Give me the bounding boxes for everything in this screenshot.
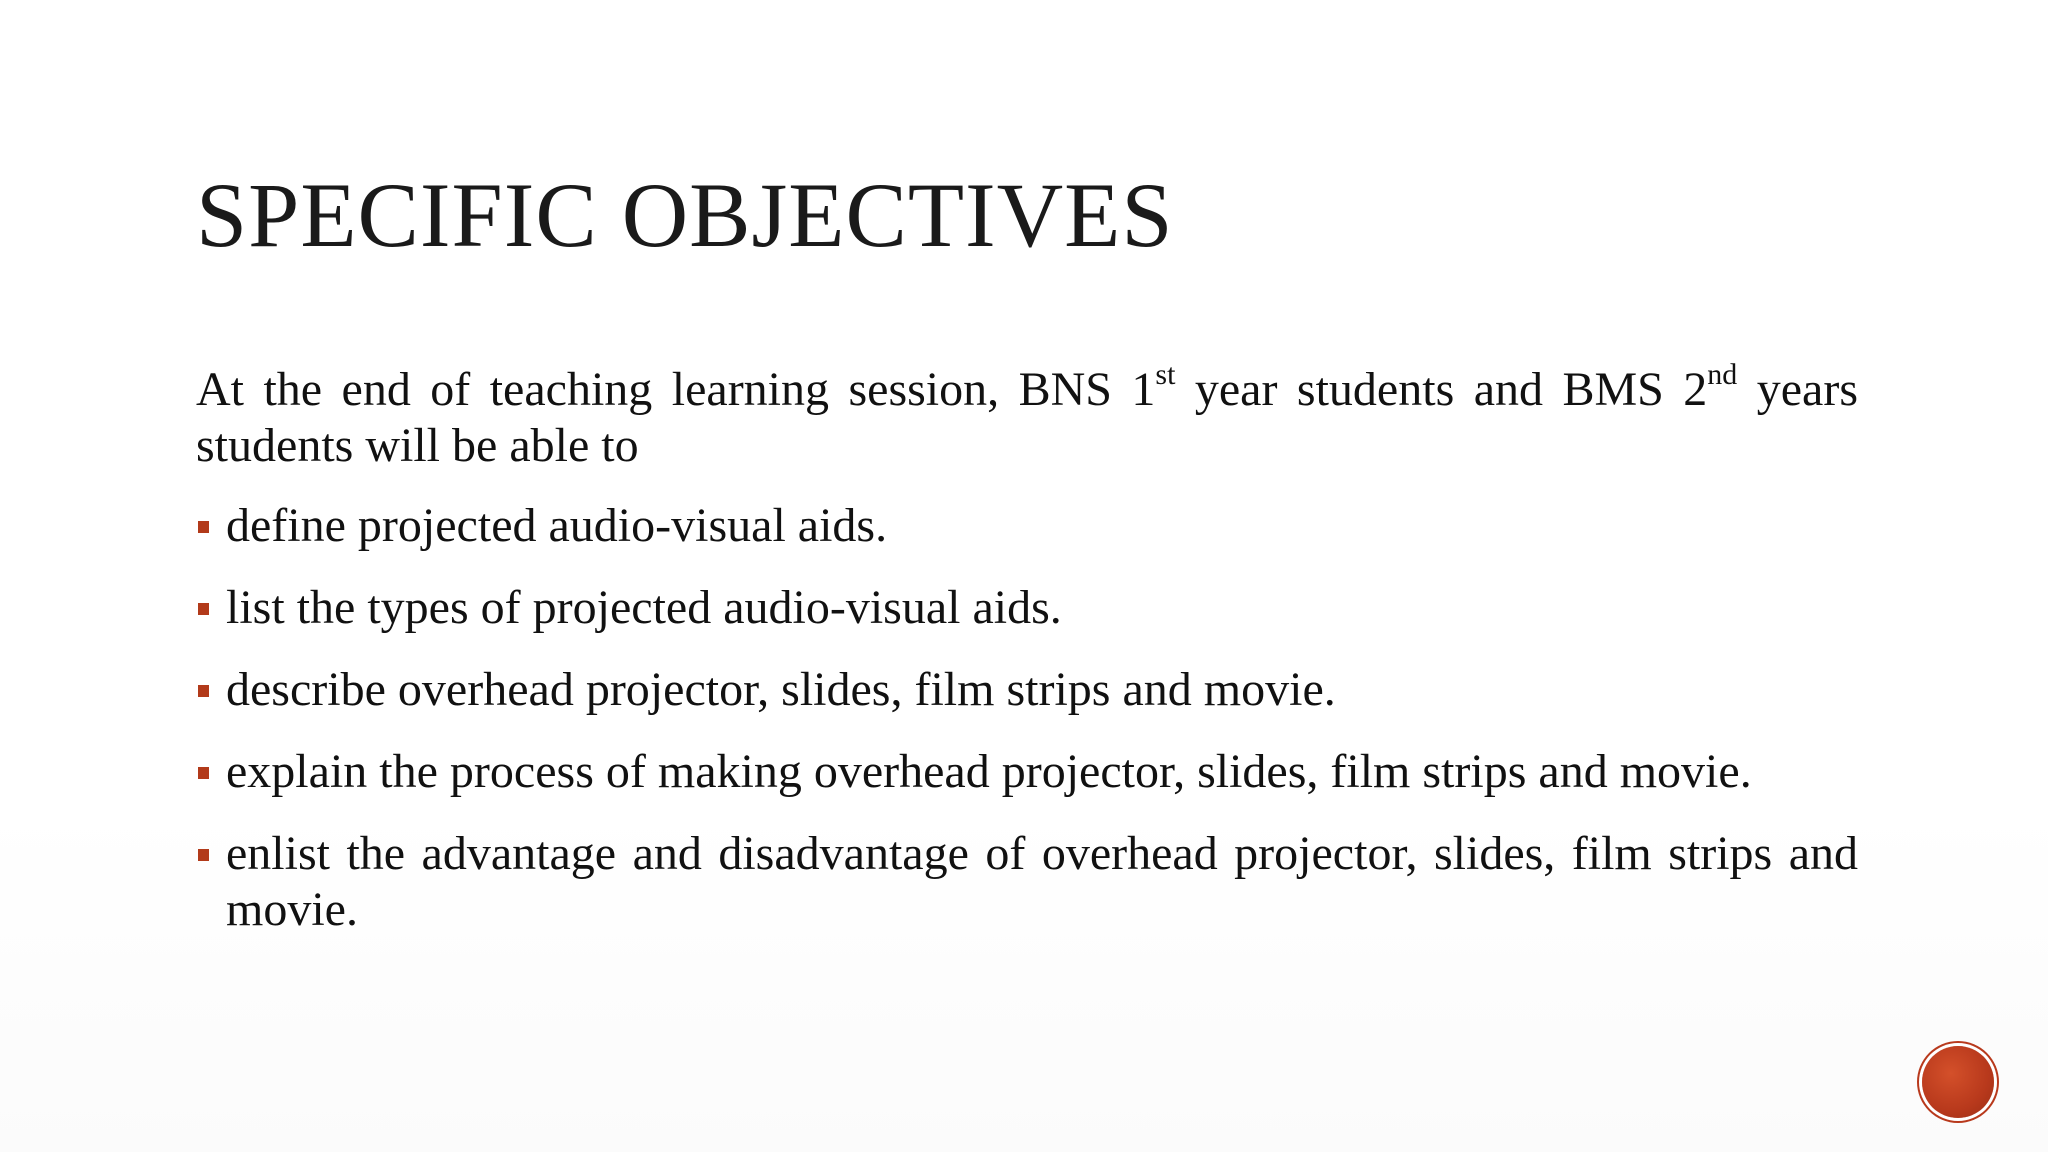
circle-nav-icon[interactable] <box>1922 1046 1994 1118</box>
intro-superscript-2: nd <box>1707 358 1738 391</box>
objective-item <box>196 826 1858 938</box>
objective-item <box>196 498 1858 554</box>
objective-item <box>196 662 1858 718</box>
square-bullet-icon <box>198 521 209 533</box>
square-bullet-icon <box>198 849 209 861</box>
intro-superscript-1: st <box>1155 358 1176 391</box>
intro-paragraph <box>196 358 1858 474</box>
intro-text-part3: years students will be able to <box>196 363 1858 472</box>
intro-text-part1: At the end of teaching learning session, BNS 1 <box>196 363 1156 416</box>
objective-text: explain the process of making overhead projector, slides, film strips and movie. <box>226 745 1752 798</box>
intro-text-part2: year students and BMS 2 <box>1175 363 1708 416</box>
objectives-list <box>196 498 1858 938</box>
objective-text: list the types of projected audio-visual aids. <box>226 581 1062 634</box>
slide-content <box>196 358 1858 964</box>
slide-title: SPECIFIC OBJECTIVES <box>196 164 1174 266</box>
objective-item <box>196 580 1858 636</box>
square-bullet-icon <box>198 767 209 779</box>
objective-text: define projected audio-visual aids. <box>226 499 888 552</box>
square-bullet-icon <box>198 685 209 697</box>
objective-item <box>196 744 1858 800</box>
objective-text: describe overhead projector, slides, film strips and movie. <box>226 663 1336 716</box>
square-bullet-icon <box>198 603 209 615</box>
objective-text: enlist the advantage and disadvantage of overhead projector, slides, film strips and movie. <box>226 827 1858 936</box>
